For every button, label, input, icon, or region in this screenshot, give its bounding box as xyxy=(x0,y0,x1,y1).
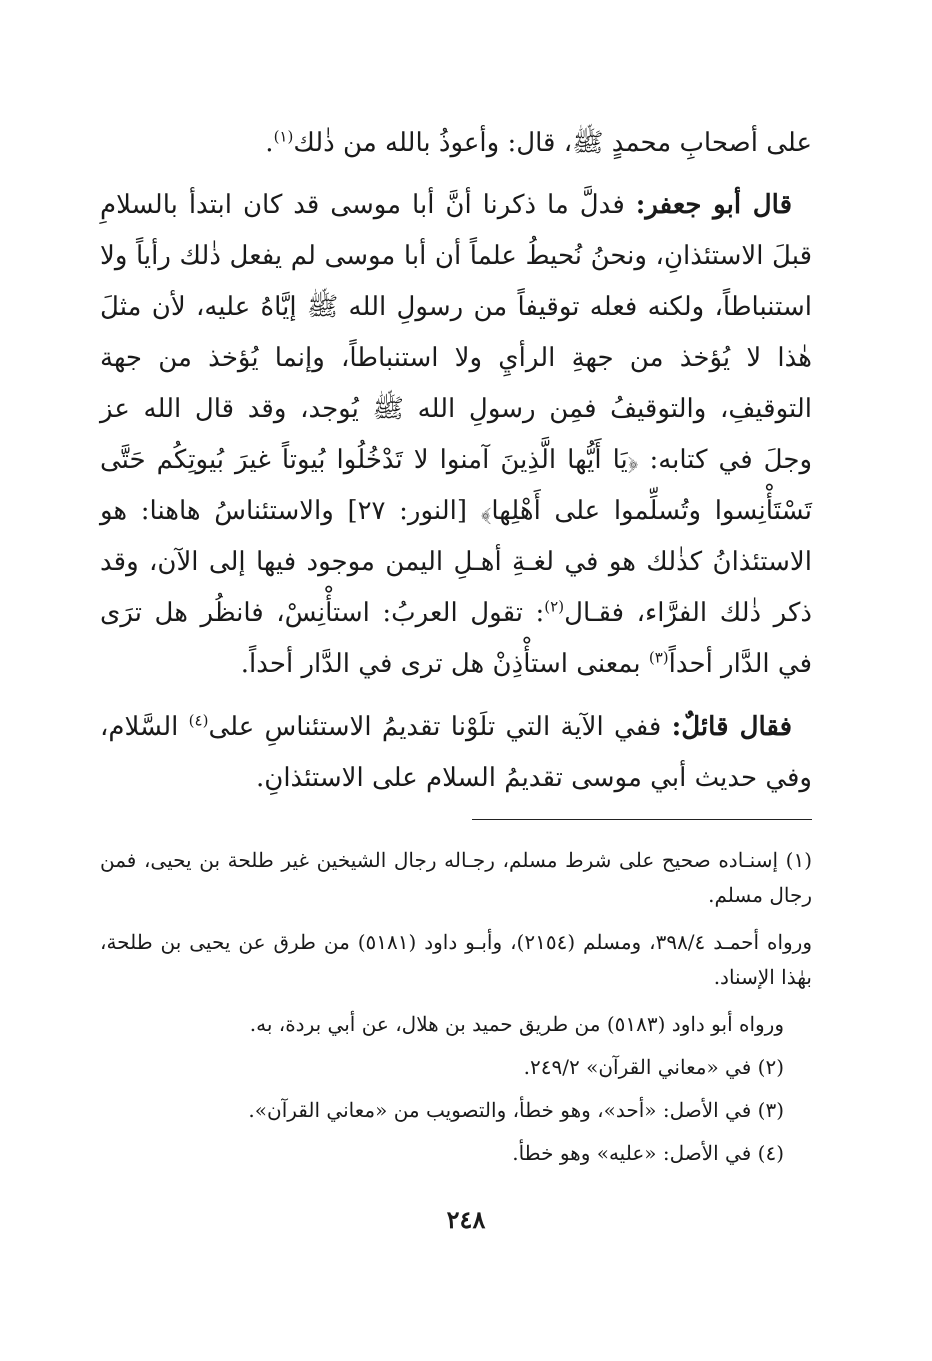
speaker-qail: فقال قائلٌ: xyxy=(671,712,792,742)
footnote-2: (٢) في «معاني القرآن» ٢٤٩/٢. xyxy=(523,1055,784,1079)
paragraph-3-text-b: السَّلام، وفي حديث أبي موسى تقديمُ السلام على الاستئذانِ. xyxy=(100,712,812,793)
paragraph-2-text-c: : تقول العربُ: استأْنِسْ، فانظُر هل ترَى في الدَّار أحداً xyxy=(100,598,812,679)
speaker-abu-jafar: قال أبو جعفر: xyxy=(635,190,793,220)
paragraph-2-text-b: [النور: ٢٧] والاستئناسُ هاهنا: هو الاستئذانُ كذٰلك هو في لغـةِ أهـلِ اليمن موجود فيها إلى الآن، وقد ذكر ذٰلك الفرَّاء، فقـال xyxy=(100,496,812,628)
paragraph-2-text-d: بمعنى استأْذِنْ هل ترى في الدَّار أحداً. xyxy=(240,649,649,679)
footnote-1-extra: ورواه أبو داود (٥١٨٣) من طريق حميد بن هلال، عن أبي بردة، به. xyxy=(249,1012,784,1036)
footnote-1: (١) إسنـاده صحيح على شرط مسلم، رجـاله رجال الشيخين غير طلحة بن يحيى، فمن رجال مسلم. xyxy=(100,848,812,907)
paragraph-3-text-a: ففي الآية التي تلَوْنا تقديمُ الاستئناسِ على xyxy=(208,712,662,742)
page-number: ٢٤٨ xyxy=(446,1205,486,1234)
paragraph-1-text: على أصحابِ محمدٍ ﷺ، قال: وأعوذُ بالله من ذٰلك xyxy=(293,128,812,158)
paragraph-1-end: . xyxy=(265,128,274,158)
footnote-ref-3[interactable]: (٣) xyxy=(648,648,669,667)
footnote-3: (٣) في الأصل: «أحد»، وهو خطأ، والتصويب من «معاني القرآن». xyxy=(248,1098,784,1122)
paragraph-3 xyxy=(100,702,812,804)
paragraph-1 xyxy=(100,118,812,169)
footnote-ref-1[interactable]: (١) xyxy=(273,127,294,146)
footnotes xyxy=(100,843,812,1171)
main-text xyxy=(100,118,812,804)
footnote-ref-2[interactable]: (٢) xyxy=(544,597,565,616)
footnote-ref-4[interactable]: (٤) xyxy=(188,711,209,730)
paragraph-2 xyxy=(100,180,812,690)
quran-verse: ﴿يَا أَيُّها الَّذِينَ آمنوا لا تَدْخُلُوا بُيوتاً غيرَ بُيوتِكُم حَتَّى تَسْتَأْنِسوا وتُسلِّموا على أَهْلِها﴾ xyxy=(100,445,812,526)
footnote-1-sources: ورواه أحمـد ٣٩٨/٤، ومسلم (٢١٥٤)، وأبـو داود (٥١٨١) من طرق عن يحيى بن طلحة، بهٰذا الإسناد. xyxy=(100,930,812,989)
footnote-divider xyxy=(472,819,812,820)
footnote-4: (٤) في الأصل: «عليه» وهو خطأ. xyxy=(512,1141,784,1165)
paragraph-2-text-a: فدلَّ ما ذكرنا أنَّ أبا موسى قد كان ابتدأ بالسلامِ قبلَ الاستئذانِ، ونحنُ نُحيطُ علماً أن أبا موسى لم يفعل ذٰلك رأياً ولا استنباطاً، ولكنه فعله توقيفاً من رسولِ الله ﷺ إيَّاهُ عليه، لأن مثلَ هٰذا لا يُؤخذ من جهةِ الرأيِ ولا استنباطاً، وإنما يُؤخذ من جهة التوقيفِ، والتوقيفُ فمِن رسولِ الله ﷺ يُوجد، وقد قال الله عز وجلَ في كتابه: xyxy=(100,190,813,475)
